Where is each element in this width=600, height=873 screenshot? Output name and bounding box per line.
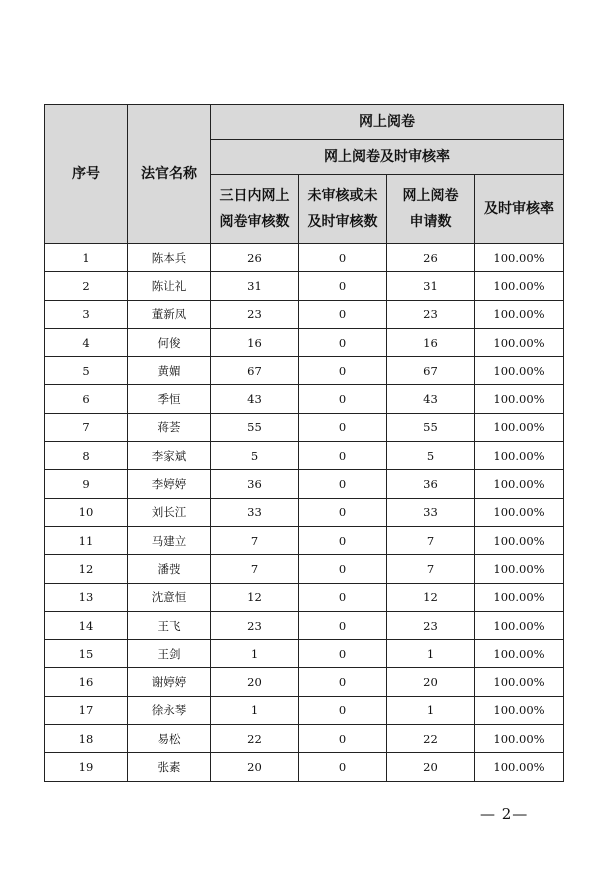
table-row [45,611,564,639]
cell-application-count: 1 [387,696,475,724]
cell-timely-rate: 100.00% [475,357,564,385]
cell-judge-name: 马建立 [128,526,211,554]
table-row [45,300,564,328]
cell-index: 15 [45,640,128,668]
cell-index: 7 [45,413,128,441]
cell-index: 5 [45,357,128,385]
table-row [45,555,564,583]
cell-timely-rate: 100.00% [475,385,564,413]
cell-unreviewed-count: 0 [299,357,387,385]
cell-unreviewed-count: 0 [299,611,387,639]
cell-application-count: 12 [387,583,475,611]
cell-reviewed-count: 23 [211,300,299,328]
cell-index: 17 [45,696,128,724]
cell-index: 14 [45,611,128,639]
table-body [45,244,564,782]
cell-timely-rate: 100.00% [475,328,564,356]
cell-reviewed-count: 55 [211,413,299,441]
header-reviewed-within-3-days: 三日内网上阅卷审核数 [211,175,299,244]
cell-reviewed-count: 12 [211,583,299,611]
cell-reviewed-count: 1 [211,640,299,668]
table-row [45,272,564,300]
table-row [45,470,564,498]
cell-application-count: 7 [387,555,475,583]
cell-application-count: 1 [387,640,475,668]
cell-unreviewed-count: 0 [299,498,387,526]
table-row [45,357,564,385]
cell-timely-rate: 100.00% [475,611,564,639]
table-row [45,753,564,781]
cell-unreviewed-count: 0 [299,753,387,781]
cell-judge-name: 何俊 [128,328,211,356]
cell-judge-name: 李家斌 [128,442,211,470]
cell-judge-name: 陈本兵 [128,244,211,272]
page-number: — 2— [480,805,529,823]
cell-judge-name: 陈让礼 [128,272,211,300]
cell-index: 2 [45,272,128,300]
header-unreviewed-count: 未审核或未及时审核数 [299,175,387,244]
cell-reviewed-count: 33 [211,498,299,526]
cell-unreviewed-count: 0 [299,244,387,272]
cell-index: 3 [45,300,128,328]
cell-timely-rate: 100.00% [475,272,564,300]
cell-index: 13 [45,583,128,611]
cell-unreviewed-count: 0 [299,583,387,611]
cell-unreviewed-count: 0 [299,526,387,554]
cell-timely-rate: 100.00% [475,555,564,583]
cell-index: 8 [45,442,128,470]
cell-unreviewed-count: 0 [299,725,387,753]
cell-index: 16 [45,668,128,696]
table-row [45,442,564,470]
cell-application-count: 22 [387,725,475,753]
table-row [45,640,564,668]
header-timely-review-rate: 网上阅卷及时审核率 [211,140,564,175]
cell-reviewed-count: 22 [211,725,299,753]
cell-judge-name: 刘长江 [128,498,211,526]
cell-reviewed-count: 7 [211,526,299,554]
cell-reviewed-count: 16 [211,328,299,356]
cell-timely-rate: 100.00% [475,470,564,498]
cell-unreviewed-count: 0 [299,272,387,300]
cell-application-count: 33 [387,498,475,526]
cell-judge-name: 潘弢 [128,555,211,583]
table-row [45,385,564,413]
table-row [45,725,564,753]
cell-timely-rate: 100.00% [475,526,564,554]
table-row [45,498,564,526]
cell-unreviewed-count: 0 [299,470,387,498]
cell-reviewed-count: 20 [211,668,299,696]
cell-application-count: 7 [387,526,475,554]
cell-reviewed-count: 1 [211,696,299,724]
table-row [45,583,564,611]
cell-application-count: 67 [387,357,475,385]
cell-reviewed-count: 23 [211,611,299,639]
cell-judge-name: 沈意恒 [128,583,211,611]
cell-index: 4 [45,328,128,356]
cell-judge-name: 王飞 [128,611,211,639]
cell-index: 18 [45,725,128,753]
cell-application-count: 43 [387,385,475,413]
cell-reviewed-count: 7 [211,555,299,583]
cell-judge-name: 王剑 [128,640,211,668]
cell-timely-rate: 100.00% [475,725,564,753]
cell-unreviewed-count: 0 [299,328,387,356]
cell-reviewed-count: 26 [211,244,299,272]
cell-timely-rate: 100.00% [475,640,564,668]
cell-unreviewed-count: 0 [299,696,387,724]
cell-application-count: 20 [387,668,475,696]
cell-index: 19 [45,753,128,781]
cell-unreviewed-count: 0 [299,442,387,470]
cell-judge-name: 季恒 [128,385,211,413]
cell-application-count: 5 [387,442,475,470]
table-row [45,526,564,554]
cell-unreviewed-count: 0 [299,555,387,583]
cell-timely-rate: 100.00% [475,442,564,470]
header-timely-rate: 及时审核率 [475,175,564,244]
header-index: 序号 [45,105,128,244]
cell-index: 6 [45,385,128,413]
cell-index: 1 [45,244,128,272]
cell-timely-rate: 100.00% [475,413,564,441]
header-online-review: 网上阅卷 [211,105,564,140]
cell-application-count: 26 [387,244,475,272]
cell-index: 12 [45,555,128,583]
cell-index: 11 [45,526,128,554]
cell-application-count: 16 [387,328,475,356]
cell-application-count: 55 [387,413,475,441]
cell-reviewed-count: 43 [211,385,299,413]
cell-unreviewed-count: 0 [299,640,387,668]
cell-timely-rate: 100.00% [475,668,564,696]
cell-judge-name: 张素 [128,753,211,781]
cell-application-count: 23 [387,611,475,639]
cell-judge-name: 蒋荟 [128,413,211,441]
cell-application-count: 36 [387,470,475,498]
cell-judge-name: 董新凤 [128,300,211,328]
cell-judge-name: 黄媚 [128,357,211,385]
cell-application-count: 31 [387,272,475,300]
header-judge-name: 法官名称 [128,105,211,244]
cell-unreviewed-count: 0 [299,413,387,441]
cell-reviewed-count: 20 [211,753,299,781]
cell-timely-rate: 100.00% [475,498,564,526]
cell-index: 9 [45,470,128,498]
cell-unreviewed-count: 0 [299,668,387,696]
cell-timely-rate: 100.00% [475,583,564,611]
cell-timely-rate: 100.00% [475,753,564,781]
table-row [45,328,564,356]
cell-application-count: 23 [387,300,475,328]
header-application-count: 网上阅卷申请数 [387,175,475,244]
cell-reviewed-count: 36 [211,470,299,498]
cell-unreviewed-count: 0 [299,300,387,328]
cell-timely-rate: 100.00% [475,300,564,328]
cell-application-count: 20 [387,753,475,781]
cell-judge-name: 谢婷婷 [128,668,211,696]
cell-judge-name: 李婷婷 [128,470,211,498]
table-row [45,413,564,441]
table-row [45,668,564,696]
cell-reviewed-count: 31 [211,272,299,300]
cell-reviewed-count: 67 [211,357,299,385]
cell-reviewed-count: 5 [211,442,299,470]
cell-judge-name: 易松 [128,725,211,753]
cell-timely-rate: 100.00% [475,244,564,272]
review-rate-table [44,104,564,782]
table-row [45,244,564,272]
table-row [45,696,564,724]
cell-timely-rate: 100.00% [475,696,564,724]
cell-judge-name: 徐永琴 [128,696,211,724]
cell-unreviewed-count: 0 [299,385,387,413]
cell-index: 10 [45,498,128,526]
